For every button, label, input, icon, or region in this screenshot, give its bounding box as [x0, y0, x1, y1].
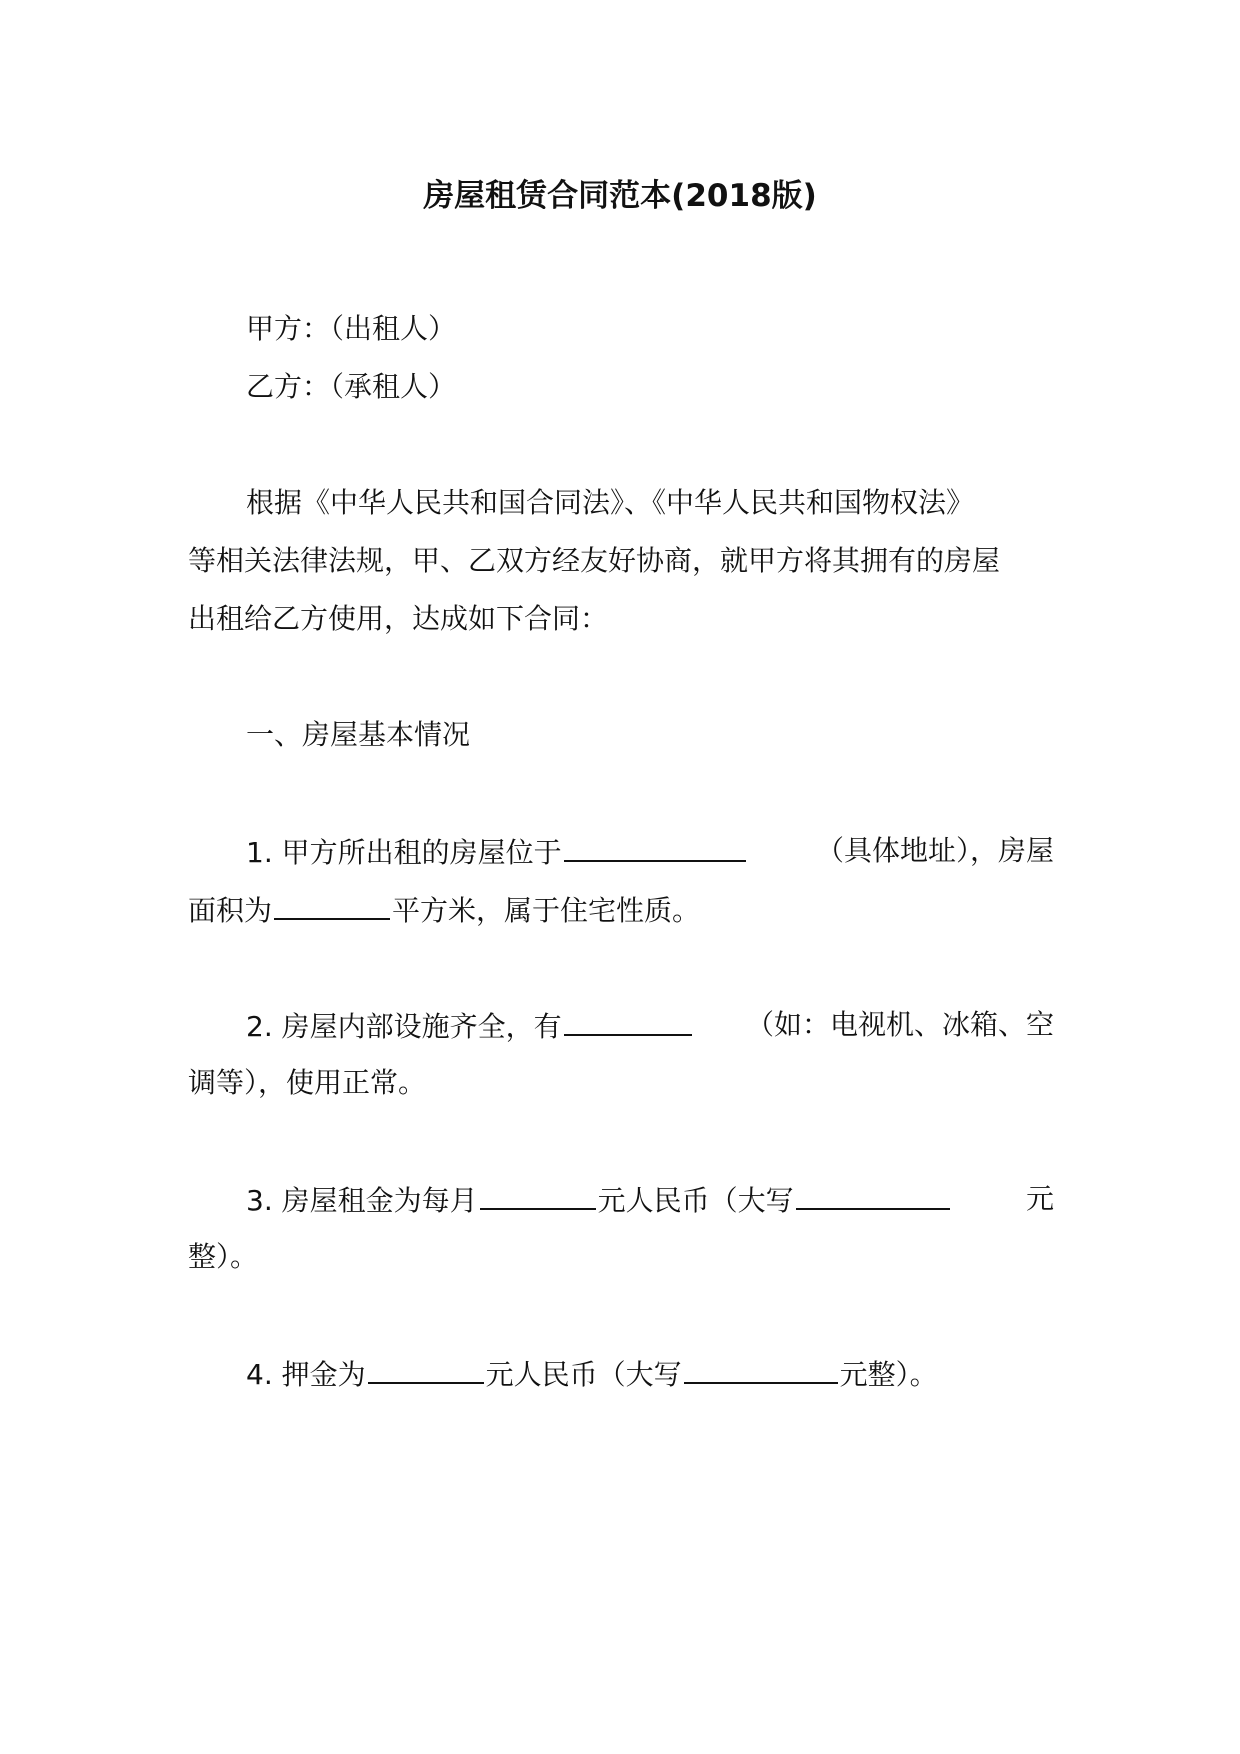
- item-3-line-2: 整）。: [188, 1240, 259, 1273]
- facilities-blank[interactable]: [564, 1004, 692, 1036]
- item-2-line-1: [246, 1004, 1054, 1048]
- document-title: 房屋租赁合同范本(2018版): [423, 178, 817, 214]
- section-1-heading: 一、房屋基本情况: [246, 718, 471, 751]
- item-1-line-1: [246, 830, 1054, 874]
- deposit-uppercase-blank[interactable]: [684, 1352, 838, 1384]
- address-blank[interactable]: [564, 830, 746, 862]
- item-3-suffix: 元: [1025, 1182, 1054, 1215]
- item-1-prefix: 1. 甲方所出租的房屋位于: [246, 830, 748, 874]
- item-3-line-1: [246, 1178, 1054, 1222]
- item-2-line-2: 调等），使用正常。: [188, 1066, 427, 1099]
- preamble-line-1: 根据《中华人民共和国合同法》、《中华人民共和国物权法》: [246, 486, 975, 519]
- item-2-suffix: （如：电视机、冰箱、空: [745, 1008, 1054, 1041]
- item-3-left: 3. 房屋租金为每月 元人民币（大写: [246, 1178, 952, 1222]
- rent-uppercase-blank[interactable]: [796, 1178, 950, 1210]
- area-suffix: 平方米，属于住宅性质。: [392, 894, 701, 927]
- preamble-line-2: 等相关法律法规，甲、乙双方经友好协商，就甲方将其拥有的房屋: [188, 544, 1001, 577]
- deposit-amount-blank[interactable]: [368, 1352, 484, 1384]
- deposit-suffix: 元整）。: [839, 1358, 938, 1391]
- party-b-line: 乙方：（承租人）: [246, 370, 457, 403]
- item-2-prefix: 2. 房屋内部设施齐全，有: [246, 1004, 694, 1048]
- area-blank[interactable]: [274, 888, 390, 920]
- preamble-line-3: 出租给乙方使用，达成如下合同：: [188, 602, 609, 635]
- rent-amount-blank[interactable]: [480, 1178, 596, 1210]
- item-1-suffix: （具体地址），房屋: [815, 834, 1054, 867]
- party-a-line: 甲方：（出租人）: [246, 312, 457, 345]
- item-4-line-1: [246, 1352, 1054, 1396]
- area-label: 面积为: [188, 894, 273, 927]
- item-1-line-2: [188, 888, 1054, 932]
- deposit-label: 4. 押金为: [246, 1358, 366, 1391]
- deposit-middle: 元人民币（大写: [485, 1358, 682, 1391]
